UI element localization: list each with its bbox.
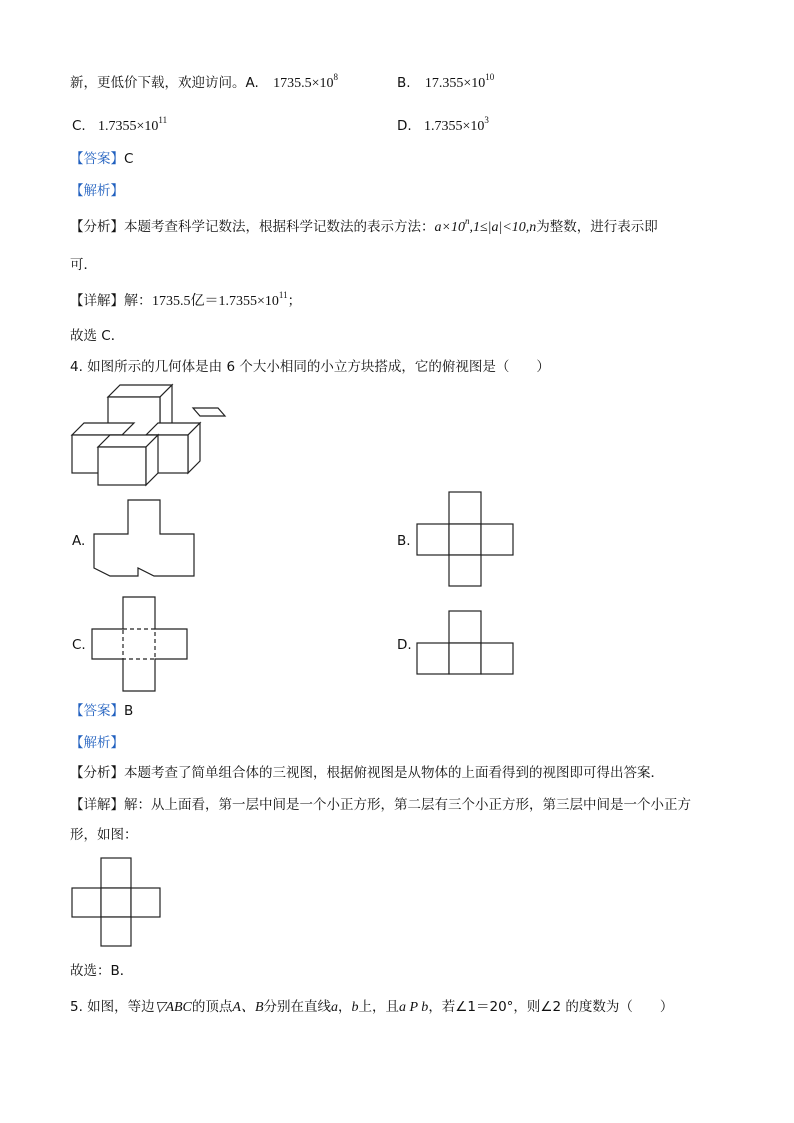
q4-option-c-label: C. [72,637,86,653]
q4-option-c-figure [91,595,191,693]
q4-stem: 4. 如图所示的几何体是由 6 个大小相同的小立方块搭成，它的俯视图是（ ） [70,359,550,375]
q4-fenxi: 【分析】本题考查了简单组合体的三视图，根据俯视图是从物体的上面看得到的视图即可得出答案． [70,765,664,781]
q3-option-b [397,74,494,93]
q3-option-c-label: C. [72,118,86,134]
q3-intro: 新，更低价下载，欢迎访问。 [70,75,246,91]
q3-intro-line [70,74,338,93]
q5-stem: 5. 如图，等边▽ABC的顶点A、B分别在直线a，b上，且a P b，若∠1＝20°，则∠2 的度数为（ ） [70,999,674,1015]
q3-xiangjie: 【详解】解：1735.5亿$=1.7355\times 10^{11}$； [70,290,302,309]
q4-solid-figure [70,383,210,488]
xiangjie-tag: 【详解】 [70,293,124,309]
q3-option-d-label: D. [397,118,412,134]
q3-option-d-value: $1.7355\times 10^3$ [423,115,489,134]
q3-option-c [72,117,167,136]
q3-option-a-value: $1735.5\times 10^8$ [273,72,338,91]
answer-tag: 【答案】 [70,151,124,167]
q4-conclusion: 故选：B． [70,963,134,979]
q3-fenxi: 【分析】本题考查科学记数法，根据科学记数法的表示方法：$a\times 10^n,1\le|a|<10,n$为整数，进行表示即 [70,216,658,235]
xiangjie-tag: 【详解】 [70,797,124,813]
q3-option-d [397,117,489,136]
q3-analysis-heading: 【解析】 [70,183,124,199]
q4-option-b-figure [416,490,516,588]
answer-tag: 【答案】 [70,703,124,719]
q4-option-a-figure [92,498,202,578]
q3-option-b-label: B. [397,75,411,91]
q4-solution-figure [71,856,165,948]
answer-value: C [124,151,134,167]
fenxi-tag: 【分析】 [70,219,124,235]
fenxi-tag: 【分析】 [70,765,124,781]
q3-option-c-value: $1.7355\times 10^{11}$ [98,115,168,134]
q4-option-d-label: D. [397,637,412,653]
formula: $a\times 10^n,1\le|a|<10,n$ [434,216,537,235]
q3-answer [70,150,133,168]
answer-value: B [124,703,134,719]
q4-option-d-figure [416,610,516,676]
q3-option-b-value: $17.355\times 10^{10}$ [424,72,495,91]
q4-xiangjie-cont: 形，如图： [70,827,138,843]
q4-xiangjie: 【详解】解：从上面看，第一层中间是一个小正方形，第二层有三个小正方形，第三层中间是一个小正方 [70,797,691,813]
q4-option-a-label: A. [72,533,86,549]
q4-option-b-label: B. [397,533,411,549]
q4-analysis-heading: 【解析】 [70,735,124,751]
q3-conclusion: 故选 C． [70,328,125,344]
q3-option-a-label: A. [245,75,259,91]
q3-fenxi-cont: 可． [70,257,97,273]
q4-answer [70,702,133,720]
